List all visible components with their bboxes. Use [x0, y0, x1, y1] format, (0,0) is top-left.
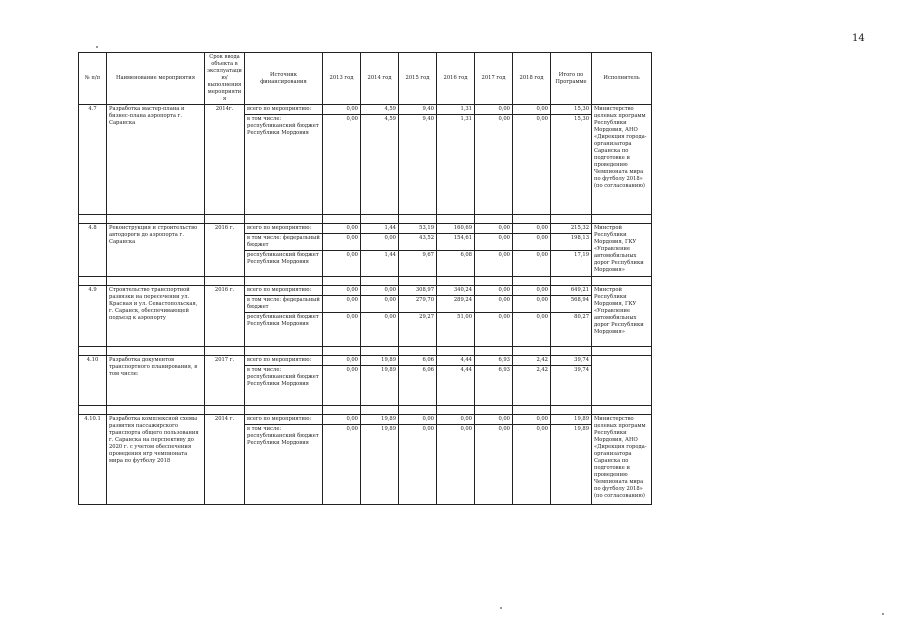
amount-cell: 0,00 [475, 415, 513, 425]
financing-source: в том числе: федеральный бюджет [245, 296, 323, 313]
spacer-cell [475, 277, 513, 286]
spacer-cell [551, 215, 592, 224]
amount-cell: 568,94 [551, 296, 592, 313]
financing-source: в том числе: республиканский бюджет Республики Мордовия [245, 115, 323, 215]
measure-executor: Министерство целевых программ Республики Мордовия, АНО «Дирекция города-организатора Саранска по подготовке и проведению Чемпионата мира по футболу 2018» (по согласованию) [592, 105, 652, 215]
spacer-cell [107, 406, 205, 415]
spacer-cell [437, 277, 475, 286]
spacer-cell [513, 406, 551, 415]
spacer-cell [361, 215, 399, 224]
financing-source: всего по мероприятию: [245, 224, 323, 234]
financing-source: в том числе: федеральный бюджет [245, 234, 323, 251]
table-spacer-row [79, 406, 652, 415]
spacer-cell [399, 347, 437, 356]
amount-cell: 340,24 [437, 286, 475, 296]
amount-cell: 0,00 [475, 313, 513, 347]
measure-name: Разработка мастер-плана и бизнес-плана аэропорта г. Саранска [107, 105, 205, 215]
column-header-name: Наименование мероприятия [107, 53, 205, 105]
measure-term: 2014 г. [205, 415, 245, 505]
amount-cell: 0,00 [475, 105, 513, 115]
amount-cell: 6,93 [475, 366, 513, 406]
measure-executor: Минстрой Республики Мордовия, ГКУ «Управление автомобильных дорог Республики Мордовия» [592, 286, 652, 347]
spacer-cell [592, 406, 652, 415]
measure-number: 4.7 [79, 105, 107, 215]
amount-cell: 0,00 [323, 296, 361, 313]
spacer-cell [592, 347, 652, 356]
column-header-number: № п/п [79, 53, 107, 105]
amount-cell: 53,19 [399, 224, 437, 234]
measure-number: 4.9 [79, 286, 107, 347]
measure-executor: Министерство целевых программ Республики Мордовия, АНО «Дирекция города-организатора Саранска по подготовке и проведению Чемпионата мира по футболу 2018» (по согласованию) [592, 415, 652, 505]
column-header-2013: 2013 год [323, 53, 361, 105]
financing-source: республиканский бюджет Республики Мордовия [245, 313, 323, 347]
spacer-cell [361, 277, 399, 286]
amount-cell: 2,42 [513, 356, 551, 366]
spacer-cell [205, 406, 245, 415]
amount-cell: 6,08 [437, 251, 475, 277]
table-row [79, 224, 652, 234]
amount-cell: 0,00 [513, 105, 551, 115]
column-header-source: Источник финансирования [245, 53, 323, 105]
amount-cell: 39,74 [551, 356, 592, 366]
spacer-cell [475, 347, 513, 356]
measure-term: 2016 г. [205, 286, 245, 347]
table-spacer-row [79, 215, 652, 224]
table-spacer-row [79, 277, 652, 286]
amount-cell: 51,00 [437, 313, 475, 347]
page-number: 14 [852, 33, 865, 44]
spacer-cell [323, 347, 361, 356]
financing-source: республиканский бюджет Республики Мордовия [245, 251, 323, 277]
spacer-cell [437, 406, 475, 415]
scan-speck [882, 613, 884, 615]
amount-cell: 0,00 [399, 425, 437, 505]
measure-name: Разработка документов транспортного планирования, в том числе: [107, 356, 205, 406]
measure-number: 4.8 [79, 224, 107, 277]
amount-cell: 0,00 [323, 224, 361, 234]
table-row [79, 356, 652, 366]
amount-cell: 4,59 [361, 105, 399, 115]
column-header-2017: 2017 год [475, 53, 513, 105]
amount-cell: 1,31 [437, 105, 475, 115]
spacer-cell [107, 215, 205, 224]
spacer-cell [551, 406, 592, 415]
spacer-cell [205, 277, 245, 286]
table-row [79, 105, 652, 115]
amount-cell: 19,89 [551, 425, 592, 505]
financing-source: всего по мероприятию: [245, 105, 323, 115]
measure-term: 2016 г. [205, 224, 245, 277]
amount-cell: 0,00 [513, 415, 551, 425]
amount-cell: 80,27 [551, 313, 592, 347]
spacer-cell [323, 406, 361, 415]
amount-cell: 1,44 [361, 251, 399, 277]
amount-cell: 154,61 [437, 234, 475, 251]
spacer-cell [399, 406, 437, 415]
amount-cell: 649,21 [551, 286, 592, 296]
amount-cell: 39,74 [551, 366, 592, 406]
financing-source: всего по мероприятию: [245, 415, 323, 425]
amount-cell: 0,00 [437, 425, 475, 505]
amount-cell: 0,00 [513, 224, 551, 234]
amount-cell: 0,00 [361, 234, 399, 251]
amount-cell: 0,00 [361, 313, 399, 347]
amount-cell: 0,00 [399, 415, 437, 425]
column-header-2014: 2014 год [361, 53, 399, 105]
amount-cell: 9,67 [399, 251, 437, 277]
amount-cell: 0,00 [475, 286, 513, 296]
column-header-total: Итого по Программе [551, 53, 592, 105]
amount-cell: 0,00 [475, 296, 513, 313]
amount-cell: 0,00 [513, 313, 551, 347]
amount-cell: 0,00 [475, 224, 513, 234]
column-header-2015: 2015 год [399, 53, 437, 105]
amount-cell: 4,44 [437, 366, 475, 406]
amount-cell: 0,00 [513, 425, 551, 505]
amount-cell: 19,89 [361, 366, 399, 406]
spacer-cell [513, 277, 551, 286]
financing-source: всего по мероприятию: [245, 286, 323, 296]
spacer-cell [245, 406, 323, 415]
amount-cell: 0,00 [323, 313, 361, 347]
spacer-cell [399, 215, 437, 224]
amount-cell: 0,00 [475, 425, 513, 505]
amount-cell: 215,32 [551, 224, 592, 234]
measure-term: 2014г. [205, 105, 245, 215]
amount-cell: 4,44 [437, 356, 475, 366]
spacer-cell [245, 347, 323, 356]
amount-cell: 43,52 [399, 234, 437, 251]
amount-cell: 19,89 [361, 356, 399, 366]
measure-number: 4.10 [79, 356, 107, 406]
measure-term: 2017 г. [205, 356, 245, 406]
spacer-cell [323, 215, 361, 224]
amount-cell: 19,89 [551, 415, 592, 425]
amount-cell: 6,06 [399, 356, 437, 366]
amount-cell: 0,00 [323, 366, 361, 406]
spacer-cell [551, 277, 592, 286]
table-spacer-row [79, 347, 652, 356]
table-header-row [79, 53, 652, 105]
amount-cell: 9,40 [399, 105, 437, 115]
amount-cell: 0,00 [437, 415, 475, 425]
spacer-cell [399, 277, 437, 286]
amount-cell: 0,00 [361, 286, 399, 296]
spacer-cell [79, 406, 107, 415]
amount-cell: 0,00 [475, 251, 513, 277]
amount-cell: 15,30 [551, 115, 592, 215]
amount-cell: 0,00 [323, 251, 361, 277]
spacer-cell [592, 215, 652, 224]
amount-cell: 0,00 [323, 286, 361, 296]
spacer-cell [361, 406, 399, 415]
amount-cell: 0,00 [323, 115, 361, 215]
spacer-cell [323, 277, 361, 286]
spacer-cell [245, 277, 323, 286]
table-row [79, 286, 652, 296]
amount-cell: 0,00 [513, 234, 551, 251]
amount-cell: 15,30 [551, 105, 592, 115]
spacer-cell [513, 347, 551, 356]
amount-cell: 29,27 [399, 313, 437, 347]
measure-name: Реконструкция и строительство автодороги до аэропорта г. Саранска [107, 224, 205, 277]
measure-executor: Минстрой Республики Мордовия, ГКУ «Управление автомобильных дорог Республики Мордовия» [592, 224, 652, 277]
financing-source: в том числе: республиканский бюджет Республики Мордовия [245, 366, 323, 406]
amount-cell: 0,00 [475, 234, 513, 251]
amount-cell: 289,24 [437, 296, 475, 313]
scan-speck [500, 607, 502, 609]
amount-cell: 2,42 [513, 366, 551, 406]
measure-executor [592, 356, 652, 406]
amount-cell: 0,00 [323, 356, 361, 366]
column-header-2016: 2016 год [437, 53, 475, 105]
amount-cell: 0,00 [513, 286, 551, 296]
spacer-cell [437, 215, 475, 224]
spacer-cell [79, 277, 107, 286]
amount-cell: 6,06 [399, 366, 437, 406]
amount-cell: 0,00 [323, 105, 361, 115]
amount-cell: 198,13 [551, 234, 592, 251]
spacer-cell [205, 215, 245, 224]
amount-cell: 0,00 [513, 115, 551, 215]
spacer-cell [205, 347, 245, 356]
amount-cell: 9,40 [399, 115, 437, 215]
amount-cell: 0,00 [361, 296, 399, 313]
spacer-cell [592, 277, 652, 286]
program-measures-table [78, 52, 652, 505]
amount-cell: 0,00 [323, 425, 361, 505]
column-header-executor: Исполнитель [592, 53, 652, 105]
spacer-cell [551, 347, 592, 356]
spacer-cell [79, 215, 107, 224]
financing-source: в том числе: республиканский бюджет Республики Мордовия [245, 425, 323, 505]
spacer-cell [513, 215, 551, 224]
spacer-cell [437, 347, 475, 356]
amount-cell: 308,97 [399, 286, 437, 296]
amount-cell: 1,44 [361, 224, 399, 234]
spacer-cell [475, 406, 513, 415]
measure-name: Разработка комплексной схемы развития пассажирского транспорта общего пользования г. Саранска на перспективу до 2020 г. с учетом обеспечения проведения игр чемпионата мира по футболу 2018 [107, 415, 205, 505]
column-header-term: Срок ввода объекта в эксплуатацию/ выполнения мероприятия [205, 53, 245, 105]
measure-name: Строительство транспортной развязки на пересечении ул. Красная и ул. Севастопольская, г. Саранск, обеспечивающей подъезд к аэропорту [107, 286, 205, 347]
amount-cell: 0,00 [475, 115, 513, 215]
column-header-2018: 2018 год [513, 53, 551, 105]
amount-cell: 160,69 [437, 224, 475, 234]
spacer-cell [245, 215, 323, 224]
spacer-cell [79, 347, 107, 356]
measure-number: 4.10.1 [79, 415, 107, 505]
amount-cell: 19,89 [361, 425, 399, 505]
financing-source: всего по мероприятию: [245, 356, 323, 366]
amount-cell: 0,00 [513, 296, 551, 313]
amount-cell: 1,31 [437, 115, 475, 215]
table-row [79, 415, 652, 425]
amount-cell: 4,59 [361, 115, 399, 215]
amount-cell: 0,00 [513, 251, 551, 277]
amount-cell: 279,70 [399, 296, 437, 313]
spacer-cell [475, 215, 513, 224]
spacer-cell [361, 347, 399, 356]
amount-cell: 6,93 [475, 356, 513, 366]
amount-cell: 19,89 [361, 415, 399, 425]
amount-cell: 0,00 [323, 234, 361, 251]
spacer-cell [107, 277, 205, 286]
spacer-cell [107, 347, 205, 356]
amount-cell: 17,19 [551, 251, 592, 277]
amount-cell: 0,00 [323, 415, 361, 425]
scan-speck [96, 46, 98, 48]
